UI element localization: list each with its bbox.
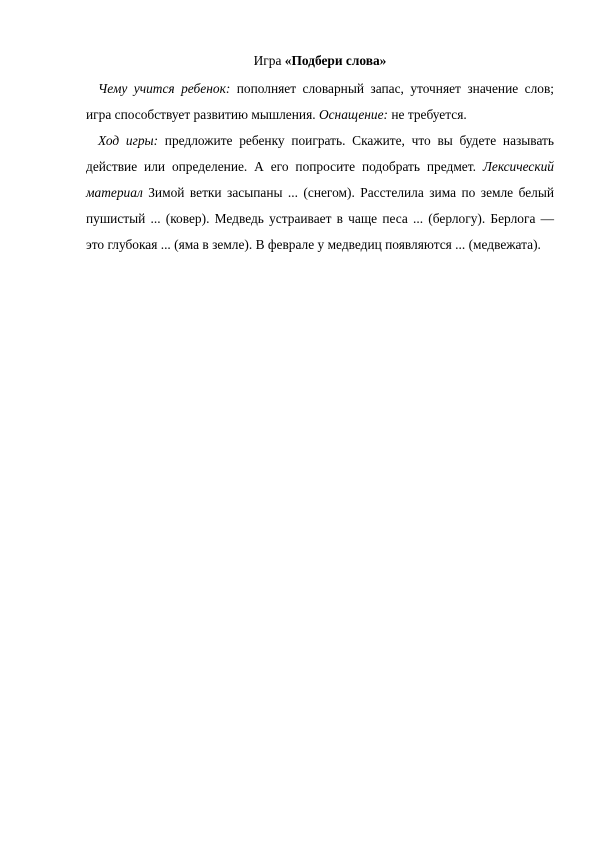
game-procedure-label: Ход игры: [98, 133, 159, 148]
title-game-name: «Подбери слова» [284, 53, 387, 68]
equipment-label: Оснащение: [318, 107, 389, 122]
document-page [86, 52, 554, 258]
learning-goals-text: пополняет словарный запас, уточняет значение слов; игра способствует развитию мышления. [86, 81, 554, 122]
learning-goals-paragraph [86, 76, 554, 128]
game-procedure-text: предложите ребенку поиграть. Скажите, что вы будете называть действие или определение. А его попросите подобрать предмет. [86, 133, 554, 174]
lexical-material-text: Зимой ветки засыпаны ... (снегом). Расстелила зима по земле белый пушистый ... (ковер). Медведь устраивает в чаще песа ... (берлогу). Берлога — это глубокая ... (яма в земле). В феврале у медведиц появляются ... (медвежата). [86, 185, 554, 252]
equipment-text: не требуется. [388, 107, 467, 122]
lexical-material-label: Лексический материал [86, 159, 554, 200]
learning-goals-label: Чему учится ребенок: [98, 81, 231, 96]
game-procedure-paragraph [86, 128, 554, 258]
title-prefix: Игра [253, 53, 285, 68]
game-title [86, 52, 554, 70]
